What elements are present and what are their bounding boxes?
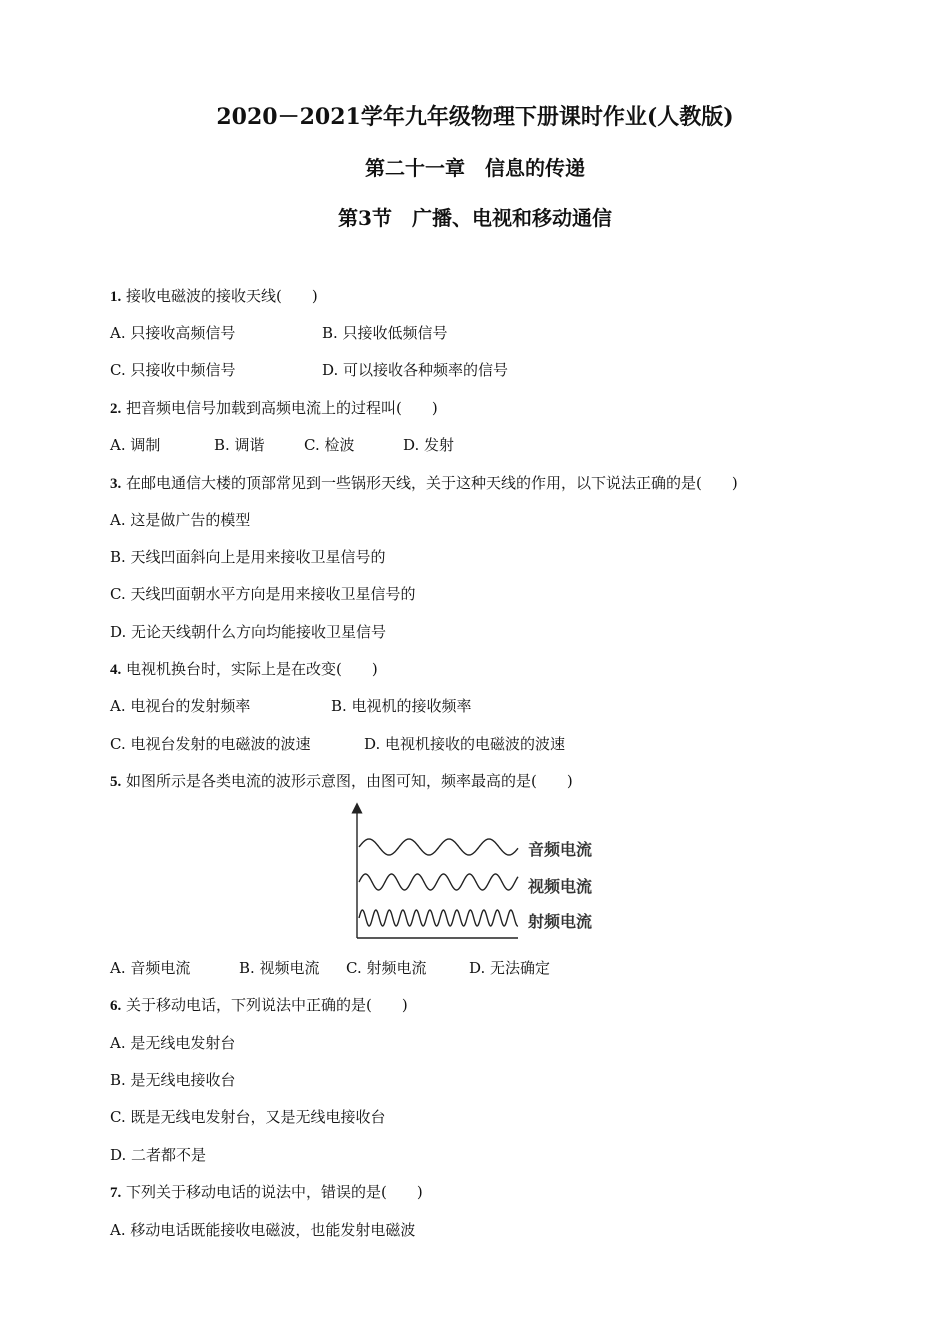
option-b: B. 只接收低频信号 — [322, 324, 448, 342]
question-number: 2. — [110, 401, 122, 417]
option-a: A. 只接收高频信号 — [110, 324, 236, 342]
options-row — [110, 958, 551, 978]
option-a: A. 是无线电发射台 — [110, 1034, 236, 1052]
options-row — [110, 323, 448, 343]
option-a: A. 这是做广告的模型 — [110, 511, 251, 529]
option-a: A. 电视台的发射频率 — [110, 697, 251, 715]
question-number: 6. — [110, 998, 122, 1014]
audio-label: 音频电流 — [528, 840, 593, 859]
question-stem: 把音频电信号加载到高频电流上的过程叫( ) — [126, 399, 438, 417]
option-a: A. 音频电流 — [110, 959, 191, 977]
document-title: 2020－2021学年九年级物理下册课时作业(人教版) — [216, 104, 734, 130]
question-1 — [110, 286, 318, 307]
question-number: 1. — [110, 289, 122, 305]
option-b: B. 是无线电接收台 — [110, 1071, 236, 1089]
waveform-figure — [340, 800, 610, 950]
section-title: 第3节 广播、电视和移动通信 — [338, 206, 612, 230]
option-d: D. 电视机接收的电磁波的波速 — [364, 735, 566, 753]
option-a: A. 调制 — [110, 436, 161, 454]
option-b: B. 调谐 — [214, 436, 265, 454]
question-stem: 接收电磁波的接收天线( ) — [126, 287, 318, 305]
option-d: D. 无论天线朝什么方向均能接收卫星信号 — [110, 623, 387, 641]
option-c: C. 天线凹面朝水平方向是用来接收卫星信号的 — [110, 585, 416, 603]
question-7 — [110, 1182, 423, 1203]
question-number: 7. — [110, 1185, 122, 1201]
option-d: D. 无法确定 — [469, 959, 551, 977]
audio-wave — [359, 839, 518, 855]
question-stem: 如图所示是各类电流的波形示意图，由图可知，频率最高的是( ) — [126, 772, 573, 790]
question-number: 5. — [110, 774, 122, 790]
radio-wave — [359, 910, 518, 926]
option-c: C. 检波 — [304, 436, 355, 454]
option-b: B. 天线凹面斜向上是用来接收卫星信号的 — [110, 548, 386, 566]
options-row — [110, 360, 509, 380]
chapter-title: 第二十一章 信息的传递 — [365, 156, 585, 180]
option-d: D. 可以接收各种频率的信号 — [322, 361, 509, 379]
question-5 — [110, 771, 573, 792]
video-wave — [359, 874, 518, 890]
option-c: C. 既是无线电发射台，又是无线电接收台 — [110, 1108, 386, 1126]
radio-label: 射频电流 — [528, 912, 593, 931]
video-label: 视频电流 — [528, 877, 593, 896]
question-stem: 电视机换台时，实际上是在改变( ) — [126, 660, 378, 678]
options-row — [110, 435, 455, 455]
option-c: C. 电视台发射的电磁波的波速 — [110, 735, 311, 753]
question-4 — [110, 659, 378, 680]
question-6 — [110, 995, 408, 1016]
option-b: B. 视频电流 — [239, 959, 320, 977]
option-d: D. 发射 — [403, 436, 455, 454]
options-row — [110, 734, 566, 754]
option-a: A. 移动电话既能接收电磁波，也能发射电磁波 — [110, 1221, 416, 1239]
question-stem: 下列关于移动电话的说法中，错误的是( ) — [126, 1183, 423, 1201]
option-b: B. 电视机的接收频率 — [331, 697, 472, 715]
question-stem: 关于移动电话，下列说法中正确的是( ) — [126, 996, 408, 1014]
question-stem: 在邮电通信大楼的顶部常见到一些锅形天线，关于这种天线的作用，以下说法正确的是( ) — [126, 474, 738, 492]
question-3 — [110, 473, 738, 494]
option-d: D. 二者都不是 — [110, 1146, 207, 1164]
question-number: 3. — [110, 476, 122, 492]
question-number: 4. — [110, 662, 122, 678]
option-c: C. 只接收中频信号 — [110, 361, 236, 379]
question-2 — [110, 398, 438, 419]
options-row — [110, 696, 472, 716]
option-c: C. 射频电流 — [346, 959, 427, 977]
